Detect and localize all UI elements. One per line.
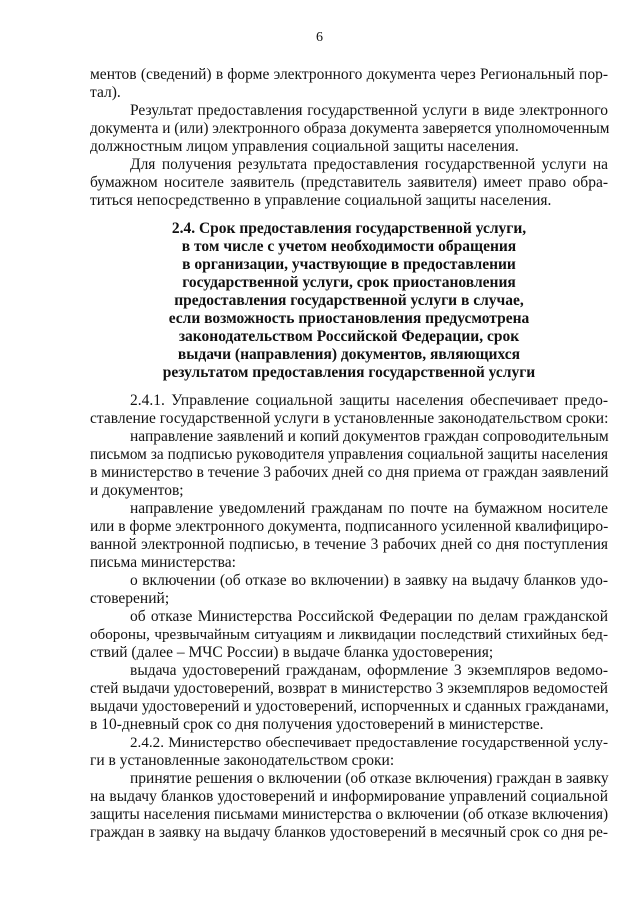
text-line: на выдачу бланков удостоверений и информирование управлений социальной (90, 788, 608, 805)
text-line: 2.4.1. Управление социальной защиты населения обеспечивает предо- (130, 392, 608, 409)
text-line: выдача удостоверений гражданам, оформление 3 экземпляров ведомо- (130, 662, 608, 679)
text-line: ствий (далее – МЧС России) в выдаче бланка удостоверения; (90, 644, 494, 661)
text-line: тал). (90, 84, 121, 101)
text-line: стоверений; (90, 590, 170, 607)
text-line: стей выдачи удостоверений, возврат в министерство 3 экземпляров ведомостей (90, 680, 608, 697)
heading-line: выдачи (направления) документов, являющихся (177, 346, 521, 363)
text-line: граждан в заявку на выдачу бланков удостоверений в месячный срок со дня ре- (90, 824, 608, 841)
text-line: Результат предоставления государственной услуги в виде электронного (130, 102, 608, 119)
text-line: ванной электронной подписью, в течение 3 рабочих дней со дня поступления (90, 536, 608, 553)
page-number: 6 (316, 30, 323, 45)
text-line: бумажном носителе заявитель (представитель заявителя) имеет право обра- (90, 174, 608, 191)
heading-line: законодательством Российской Федерации, срок (178, 328, 520, 345)
text-line: направление уведомлений гражданам по почте на бумажном носителе (130, 500, 608, 517)
text-line: ментов (сведений) в форме электронного документа через Региональный пор- (90, 66, 608, 83)
heading-line: если возможность приостановления предусмотрена (168, 310, 530, 327)
text-line: обороны, чрезвычайным ситуациям и ликвидации последствий стихийных бед- (90, 627, 608, 643)
text-line: письмом за подписью руководителя управления социальной защиты населения (90, 446, 608, 463)
text-line: защиты населения письмами министерства о включении (об отказе включения) (90, 806, 609, 823)
text-line: в 10-дневный срок со дня получения удостоверений в министерстве. (90, 716, 544, 733)
text-line: документа и (или) электронного образа документа заверяется уполномоченным (90, 120, 610, 137)
text-line: ставление государственной услуги в установленные законодательством сроки: (90, 410, 609, 427)
heading-line: результатом предоставления государственной услуги (162, 364, 536, 381)
text-line: письма министерства: (90, 554, 236, 571)
heading-line: в организации, участвующие в предоставлении (182, 256, 516, 273)
heading-line: в том числе с учетом необходимости обращения (181, 238, 517, 255)
text-line: принятие решения о включении (об отказе включения) граждан в заявку (130, 770, 609, 787)
text-line: выдачи удостоверений и удостоверений, испорченных и сданных гражданами, (90, 698, 609, 715)
text-line: о включении (об отказе во включении) в заявку на выдачу бланков удо- (130, 572, 608, 589)
text-line: направление заявлений и копий документов граждан сопроводительным (130, 428, 609, 445)
text-line: об отказе Министерства Российской Федерации по делам гражданской (130, 608, 608, 625)
heading-line: государственной услуги, срок приостановления (182, 274, 516, 291)
heading-line: 2.4. Срок предоставления государственной услуги, (171, 220, 527, 237)
text-line: в министерство в течение 3 рабочих дней со дня приема от граждан заявлений (90, 464, 609, 481)
text-line: или в форме электронного документа, подписанного усиленной квалифициро- (90, 518, 609, 535)
text-line: титься непосредственно в управление социальной защиты населения. (90, 192, 552, 209)
text-line: Для получения результата предоставления государственной услуги на (130, 156, 608, 173)
text-line: ги в установленные законодательством сроки: (90, 752, 395, 769)
text-line: и документов; (90, 482, 184, 499)
text-line: должностным лицом управления социальной защиты населения. (90, 138, 519, 155)
text-line: 2.4.2. Министерство обеспечивает предоставление государственной услу- (130, 735, 608, 751)
heading-line: предоставления государственной услуги в случае, (174, 292, 524, 309)
